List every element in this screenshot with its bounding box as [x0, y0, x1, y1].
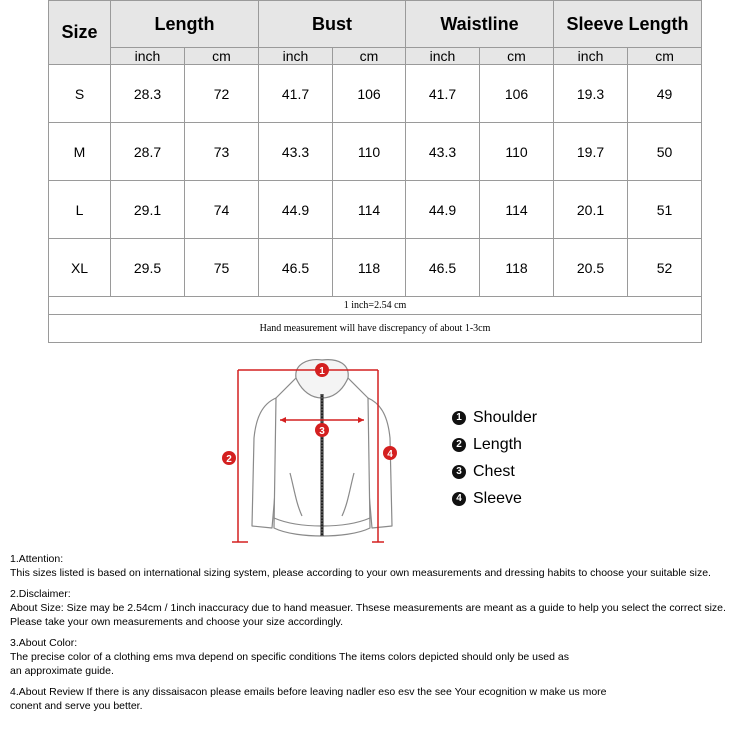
- marker-sleeve: [383, 446, 397, 460]
- legend-label: Sleeve: [473, 489, 522, 507]
- note-about-color: [10, 636, 746, 678]
- table-cell: 114: [480, 181, 554, 239]
- note-line: Please take your own measurements and choose your size accordingly.: [10, 616, 344, 628]
- table-cell: 106: [333, 65, 406, 123]
- legend-label: Length: [473, 435, 522, 453]
- conversion-note-row: [49, 297, 702, 315]
- header-row: [49, 1, 702, 48]
- unit-cell: inch: [406, 48, 480, 65]
- unit-cell: cm: [628, 48, 702, 65]
- unit-cell: cm: [480, 48, 554, 65]
- note-line: This sizes listed is based on international sizing system, please according to your own measurements and dressing habits to choose your suitable size.: [10, 567, 711, 579]
- svg-text:3: 3: [319, 426, 325, 437]
- unit-cell: inch: [111, 48, 185, 65]
- unit-cell: inch: [259, 48, 333, 65]
- notes-section: [10, 552, 746, 720]
- table-cell: 106: [480, 65, 554, 123]
- table-cell: 20.1: [554, 181, 628, 239]
- table-cell: 19.7: [554, 123, 628, 181]
- unit-cell: cm: [185, 48, 259, 65]
- table-cell: 118: [480, 239, 554, 297]
- discrepancy-note: Hand measurement will have discrepancy of about 1-3cm: [49, 315, 702, 343]
- legend-item-chest: [452, 458, 537, 485]
- table-cell: 28.3: [111, 65, 185, 123]
- table-cell: 46.5: [406, 239, 480, 297]
- table-cell: 73: [185, 123, 259, 181]
- table-cell: 43.3: [259, 123, 333, 181]
- table-cell: 20.5: [554, 239, 628, 297]
- table-cell: 44.9: [406, 181, 480, 239]
- discrepancy-note-row: [49, 315, 702, 343]
- legend-item-length: [452, 431, 537, 458]
- legend-number-icon: 1: [452, 411, 466, 425]
- table-row: [49, 123, 702, 181]
- legend-label: Chest: [473, 462, 515, 480]
- table-cell: 110: [333, 123, 406, 181]
- header-size: Size: [49, 1, 111, 65]
- legend-item-shoulder: [452, 404, 537, 431]
- size-label: S: [49, 65, 111, 123]
- table-cell: 19.3: [554, 65, 628, 123]
- note-attention: [10, 552, 746, 580]
- marker-length: [222, 451, 236, 465]
- table-cell: 52: [628, 239, 702, 297]
- unit-cell: inch: [554, 48, 628, 65]
- header-sleeve-length: Sleeve Length: [554, 1, 702, 48]
- note-title: 2.Disclaimer:: [10, 588, 71, 600]
- header-length: Length: [111, 1, 259, 48]
- note-line: About Size: Size may be 2.54cm / 1inch inaccuracy due to hand measuer. Thsese measurements are meant as a guide to help you select the correct size.: [10, 602, 726, 614]
- svg-text:2: 2: [226, 454, 232, 465]
- table-cell: 29.5: [111, 239, 185, 297]
- table-cell: 44.9: [259, 181, 333, 239]
- legend-label: Shoulder: [473, 408, 538, 426]
- size-label: L: [49, 181, 111, 239]
- measurement-legend: [452, 404, 537, 512]
- table-cell: 49: [628, 65, 702, 123]
- svg-text:1: 1: [319, 366, 325, 377]
- size-chart-table: [48, 0, 702, 343]
- header-bust: Bust: [259, 1, 406, 48]
- table-row: [49, 181, 702, 239]
- table-cell: 72: [185, 65, 259, 123]
- legend-number-icon: 2: [452, 438, 466, 452]
- jacket-measurement-diagram: [218, 358, 400, 550]
- note-line: 4.About Review If there is any dissaisacon please emails before leaving nadler eso esv the see Your ecognition w make us more: [10, 686, 607, 698]
- unit-row: [49, 48, 702, 65]
- table-cell: 41.7: [259, 65, 333, 123]
- unit-cell: cm: [333, 48, 406, 65]
- note-about-review: [10, 685, 746, 713]
- header-waistline: Waistline: [406, 1, 554, 48]
- legend-item-sleeve: [452, 485, 537, 512]
- legend-number-icon: 4: [452, 492, 466, 506]
- table-cell: 29.1: [111, 181, 185, 239]
- size-label: M: [49, 123, 111, 181]
- table-cell: 43.3: [406, 123, 480, 181]
- note-line: conent and serve you better.: [10, 700, 143, 712]
- table-cell: 50: [628, 123, 702, 181]
- table-cell: 28.7: [111, 123, 185, 181]
- table-cell: 46.5: [259, 239, 333, 297]
- marker-shoulder: [315, 363, 329, 377]
- table-row: [49, 239, 702, 297]
- svg-text:4: 4: [387, 449, 393, 460]
- table-cell: 75: [185, 239, 259, 297]
- table-cell: 41.7: [406, 65, 480, 123]
- note-line: an approximate guide.: [10, 665, 114, 677]
- note-title: 1.Attention:: [10, 553, 64, 565]
- table-row: [49, 65, 702, 123]
- table-cell: 51: [628, 181, 702, 239]
- legend-number-icon: 3: [452, 465, 466, 479]
- size-label: XL: [49, 239, 111, 297]
- table-cell: 110: [480, 123, 554, 181]
- conversion-note: 1 inch=2.54 cm: [49, 297, 702, 315]
- note-line: The precise color of a clothing ems mva depend on specific conditions The items colors depicted should only be used as: [10, 651, 569, 663]
- note-title: 3.About Color:: [10, 637, 78, 649]
- table-cell: 118: [333, 239, 406, 297]
- marker-chest: [315, 423, 329, 437]
- note-disclaimer: [10, 587, 746, 629]
- table-cell: 74: [185, 181, 259, 239]
- table-cell: 114: [333, 181, 406, 239]
